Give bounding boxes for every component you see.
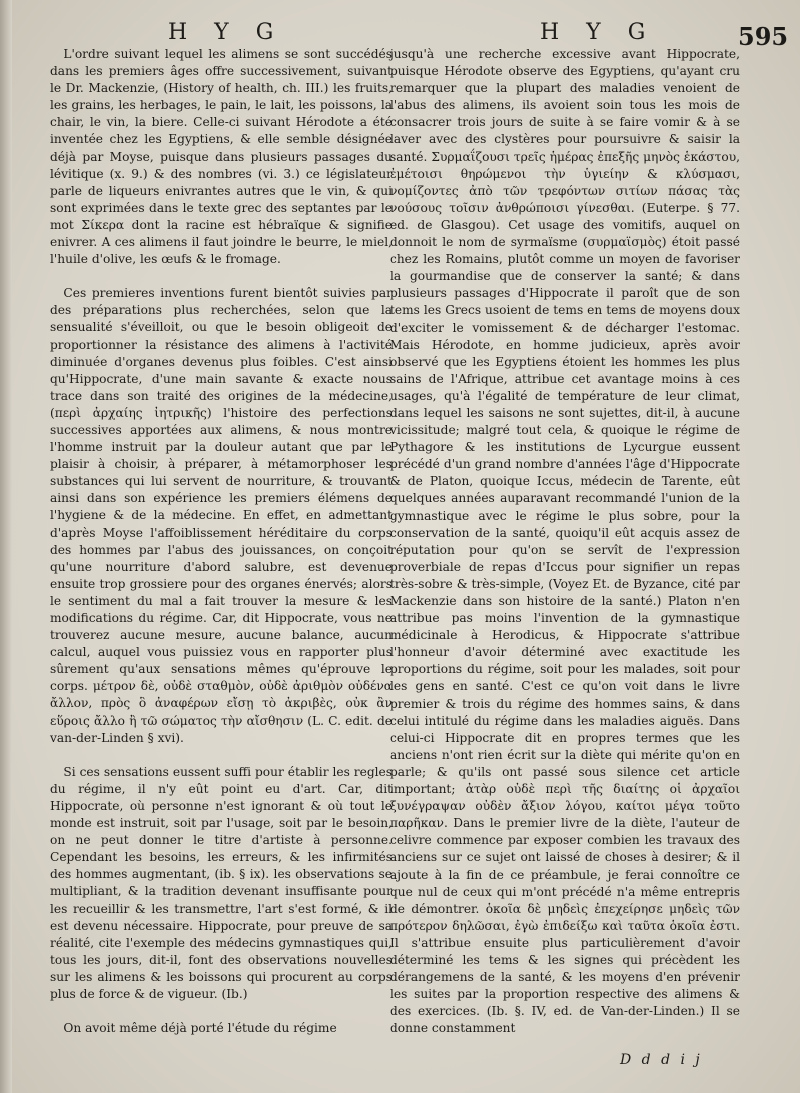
right-running-head: H Y G: [540, 20, 656, 45]
paragraph: Ces premieres inventions furent bientôt suivies par des préparations plus recherchées, selon que la sensualité s'éveilloit, ou que le besoin obligeoit de proportionner la résistance des alimens à l'activité diminuée d'organes devenus plus foibles. C'est ainsi qu'Hippocrate, d'une main savante & exacte nous trace dans son traité des origines de la médecine, (περὶ ἀρχαίης ἰητρικῆς) l'histoire des perfections successives apportées aux alimens, & nous montre l'homme instruit par la douleur autant que par le plaisir à choisir, à préparer, à métamorphoser les substances qui lui servent de nourriture, & trouvant ainsi dans son expérience les premiers élémens de l'hygiene & de la médecine. En effet, en admettant d'après Moyse l'affoiblissement héréditaire du corps des hommes par l'abus des jouissances, on conçoit qu'une nourriture d'abord salubre, est devenue ensuite trop grossiere pour des organes énervés; alors le sentiment du mal a fait trouver la mesure & les modifications du régime. Car, dit Hippocrate, vous ne trouverez aucune mesure, aucune balance, aucun calcul, auquel vous puissiez vous en rapporter plus sûrement qu'aux sensations mêmes qu'éprouve le corps. μέτρον δὲ, οὐδὲ σταθμὸν, οὐδὲ ἀριθμὸν οὐδένα ἄλλον, πρὸς ὃ ἀναφέρων εἴσῃ τὸ ἀκριβὲς, οὐκ ἂν εὕροις ἄλλο ἢ τῶ σώματος τὴν αἴσθησιν (L. C. edit. de van-der-Linden § xvi).: [50, 286, 392, 745]
left-column: [50, 46, 392, 1037]
page-number: 595: [738, 22, 789, 51]
paragraph: On avoit même déjà porté l'étude du régime: [63, 1021, 337, 1036]
paragraph: L'ordre suivant lequel les alimens se sont succédés dans les premiers âges offre successivement, suivant le Dr. Mackenzie, (History of health, ch. III.) les fruits, les grains, les herbages, le pain, le lait, les poissons, la chair, le vin, la biere. Celle-ci suivant Hérodote a été inventée chez les Egyptiens, & elle semble désignée déjà par Moyse, puisque dans plusieurs passages du lévitique (x. 9.) & des nombres (vi. 3.) ce législateur parle de liqueurs enivrantes autres que le vin, & qui sont exprimées dans le texte grec des septantes par le mot Σίκερα dont la racine est hébraïque & signifie enivrer. A ces alimens il faut joindre le beurre, le miel, l'huile d'olive, les œufs & le fromage.: [50, 47, 392, 267]
signature-mark: D d d i j: [620, 1052, 703, 1068]
paragraph: jusqu'à une recherche excessive avant Hippocrate, puisque Hérodote observe des Egyptiens, qu'ayant cru remarquer que la plupart des maladies venoient de l'abus des alimens, ils avoient soin tous les mois de consacrer trois jours de suite à se faire vomir & à se laver avec des clystères pour poursuivre & saisir la santé. Συρμαΐζουσι τρεῖς ἡμέρας ἐπεξῆς μηνὸς ἑκάστου, ἐμέτοισι θηρώμενοι τὴν ὑγιείην & κλύσμασι, νομίζοντες ἀπὸ τῶν τρεφόντων σιτίων πάσας τὰς νούσους τοῖσιν ἀνθρώποισι γίνεσθαι. (Euterpe. § 77. ed. de Glasgou). Cet usage des vomitifs, auquel on donnoit le nom de syrmaïsme (συρμαϊσμὸς) étoit passé chez les Romains, plutôt comme un moyen de favoriser la gourmandise que de conserver la santé; & dans plusieurs passages d'Hippocrate il paroît que de son tems les Grecs usoient de tems en tems de moyens doux d'exciter le vomissement & de décharger l'estomac. Mais Hérodote, en homme judicieux, après avoir observé que les Egyptiens étoient les hommes les plus sains de l'Afrique, attribue cet avantage moins à ces usages, qu'à l'égalité de température de leur climat, dans lequel les saisons ne sont sujettes, dit-il, à aucune vicissitude; malgré tout cela, & quoique le régime de Pythagore & les institutions de Lycurgue eussent précédé d'un grand nombre d'années l'âge d'Hippocrate & de Platon, quoique Iccus, médecin de Tarente, eût quelques années auparavant recommandé l'union de la gymnastique avec le régime le plus sobre, pour la conservation de la santé, quoiqu'il eût acquis assez de réputation pour qu'on se servît de l'expression proverbiale de repas d'Iccus pour signifier un repas très-sobre & très-simple, (Voyez Et. de Byzance, cité par Mackenzie dans son histoire de la santé.) Platon n'en attribue pas moins l'invention de la gymnastique médicinale à Herodicus, & Hippocrate s'attribue l'honneur d'avoir déterminé avec exactitude les proportions du régime, soit pour les malades, soit pour les gens en santé. C'est ce qu'on voit dans le livre premier & trois du régime des hommes sains, & dans celui intitulé du régime dans les maladies aiguës. Dans celui-ci Hippocrate dit en propres termes que les anciens n'ont rien écrit sur la diète qui mérite qu'on en parle; & qu'ils ont passé sous silence cet article important; ἀτὰρ οὐδὲ περὶ τῆς διαίτης οἱ ἀρχαῖοι ξυνέγραψαν οὐδὲν ἄξιον λόγου, καίτοι μέγα τοῦτο παρῆκαν. Dans le premier livre de la diète, l'auteur de celivre commence par exposer combien les travaux des anciens sur ce sujet ont laissé de choses à desirer; & il ajoute à la fin de ce préambule, je ferai connoître ce que nul de ceux qui m'ont précédé n'a même entrepris de démontrer. ὁκοῖα δὲ μηδεὶς ἐπεχείρησε μηδεὶς τῶν πρότερον δηλῶσαι, ἐγὼ ἐπιδείξω καὶ ταῦτα ὁκοῖα ἐστι. Il s'attribue ensuite plus particulièrement d'avoir déterminé les tems & les signes qui précèdent les dérangemens de la santé, & les moyens d'en prévenir les suites par la proportion respective des alimens & des exercices. (Ib. §. IV, ed. de Van-der-Linden.) Il se donne constamment: [390, 47, 740, 1036]
paragraph: Si ces sensations eussent suffi pour établir les regles du régime, il n'y eût point eu d'art. Car, dit Hippocrate, où personne n'est ignorant & où tout le monde est instruit, soit par l'usage, soit par le besoin, on ne peut donner le titre d'artiste à personne. Cependant les besoins, les erreurs, & les infirmités des hommes augmentant, (ib. § ix). les observations se multipliant, & la tradition devenant insuffisante pour les recueillir & les transmettre, l'art s'est formé, & il est devenu nécessaire. Hippocrate, pour preuve de sa réalité, cite l'exemple des médecins gymnastiques qui, tous les jours, dit-il, font des observations nouvelles sur les alimens & les boissons qui procurent au corps plus de force & de vigueur. (Ib.): [50, 764, 392, 1001]
page-gutter-shadow: [0, 0, 12, 1093]
left-running-head: H Y G: [168, 20, 284, 45]
right-column: [390, 46, 740, 1037]
